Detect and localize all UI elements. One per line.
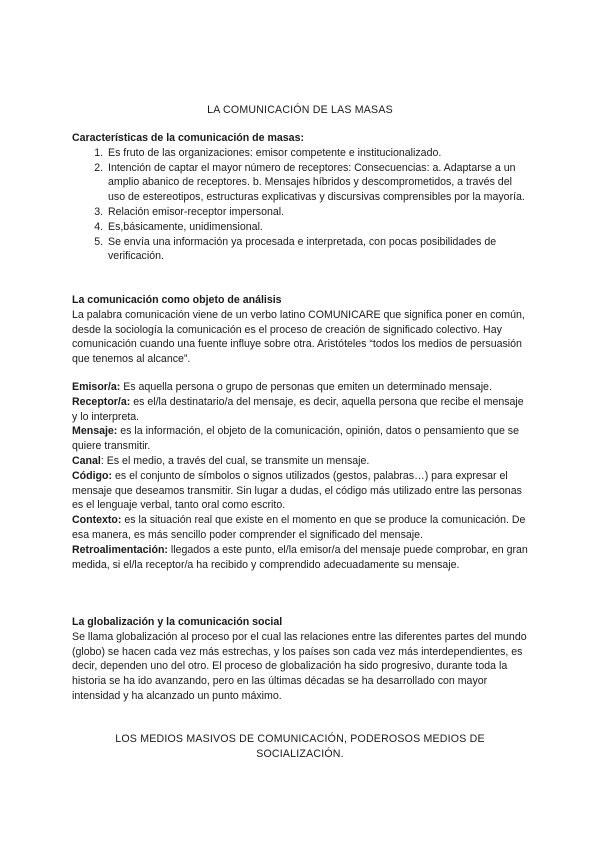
- definition-term: Canal: [72, 454, 101, 467]
- definition-term: Retroalimentación:: [72, 543, 168, 556]
- section-heading: La globalización y la comunicación social: [72, 616, 283, 628]
- definition-text: es el conjunto de símbolos o signos utilizados (gestos, palabras…) para expresar el mensaje que deseamos transmitir. Sin lugar a dudas, el código más utilizado entre las personas es el lenguaje verbal, tanto oral como escrito.: [72, 469, 522, 512]
- definition-text: llegados a este punto, el/la emisor/a del mensaje puede comprobar, en gran medida, si el/la receptor/a ha recibido y comprendido adecuadamente su mensaje.: [72, 543, 528, 571]
- list-item: 4. Es,básicamente, unidimensional.: [106, 220, 528, 235]
- definition-item: [72, 395, 528, 425]
- definition-term: Mensaje:: [72, 425, 118, 438]
- section-globalization: [72, 615, 528, 704]
- page-title: LA COMUNICACIÓN DE LAS MASAS: [207, 104, 393, 116]
- section-paragraph: Se llama globalización al proceso por el cual las relaciones entre las diferentes partes del mundo (globo) se hacen cada vez más estrechas, y los países son cada vez más interdependientes, es decir, dependen uno del otro. El proceso de globalización ha sido progresivo, durante toda la historia se ha ido avanzando, pero en las últimas décadas se ha desarrollado con mayor intensidad y ha alcanzado un punto máximo.: [72, 630, 527, 702]
- section-characteristics: [72, 131, 528, 264]
- definition-term: Código:: [72, 469, 113, 482]
- section-heading: La comunicación como objeto de análisis: [72, 294, 282, 306]
- list-item: 5. Se envía una información ya procesada e interpretada, con pocas posibilidades de verificación.: [106, 235, 528, 265]
- definition-term: Contexto:: [72, 514, 122, 527]
- definition-item: [72, 454, 528, 469]
- list-item: 1. Es fruto de las organizaciones: emisor competente e institucionalizado.: [106, 146, 528, 161]
- list-item: 2. Intención de captar el mayor número de receptores: Consecuencias: a. Adaptarse a un amplio abanico de receptores. b. Mensajes híbridos y descomprometidos, a través del uso de estereotipos, estructuras explicativas y discursivas comprensibles por la mayoría.: [106, 161, 528, 205]
- closing-line: LOS MEDIOS MASIVOS DE COMUNICACIÓN, PODEROSOS MEDIOS DE: [115, 733, 485, 745]
- definition-text: es la información, el objeto de la comunicación, opinión, datos o pensamiento que se quiere transmitir.: [72, 425, 519, 453]
- section-heading: Características de la comunicación de masas:: [72, 132, 304, 144]
- definition-text: : Es el medio, a través del cual, se transmite un mensaje.: [100, 454, 370, 467]
- definition-term: Emisor/a:: [72, 381, 121, 393]
- characteristics-list: [72, 146, 528, 264]
- definition-item: [72, 469, 528, 513]
- closing-line: SOCIALIZACIÓN.: [256, 747, 344, 760]
- section-analysis: [72, 293, 528, 367]
- definition-text: es el/la destinatario/a del mensaje, es decir, aquella persona que recibe el mensaje y lo interpreta.: [72, 395, 524, 423]
- list-item: 3. Relación emisor-receptor impersonal.: [106, 205, 528, 220]
- definition-item: [72, 380, 528, 395]
- closing-heading: [0, 732, 600, 762]
- definition-term: Receptor/a:: [72, 395, 131, 408]
- definition-text: Es aquella persona o grupo de personas que emiten un determinado mensaje.: [120, 381, 492, 393]
- definitions-block: [72, 380, 528, 572]
- definition-text: es la situación real que existe en el momento en que se produce la comunicación. De esa manera, es más sencillo poder comprender el significado del mensaje.: [72, 514, 526, 541]
- definition-item: [72, 513, 528, 543]
- definition-item: [72, 424, 528, 454]
- definition-item: [72, 543, 528, 573]
- section-paragraph: La palabra comunicación viene de un verbo latino COMUNICARE que significa poner en común, desde la sociología la comunicación es el proceso de creación de significado colectivo. Hay comunicación cuando una fuente influye sobre otra. Aristóteles “todos los medios de persuasión que tenemos al alcance”.: [72, 308, 525, 366]
